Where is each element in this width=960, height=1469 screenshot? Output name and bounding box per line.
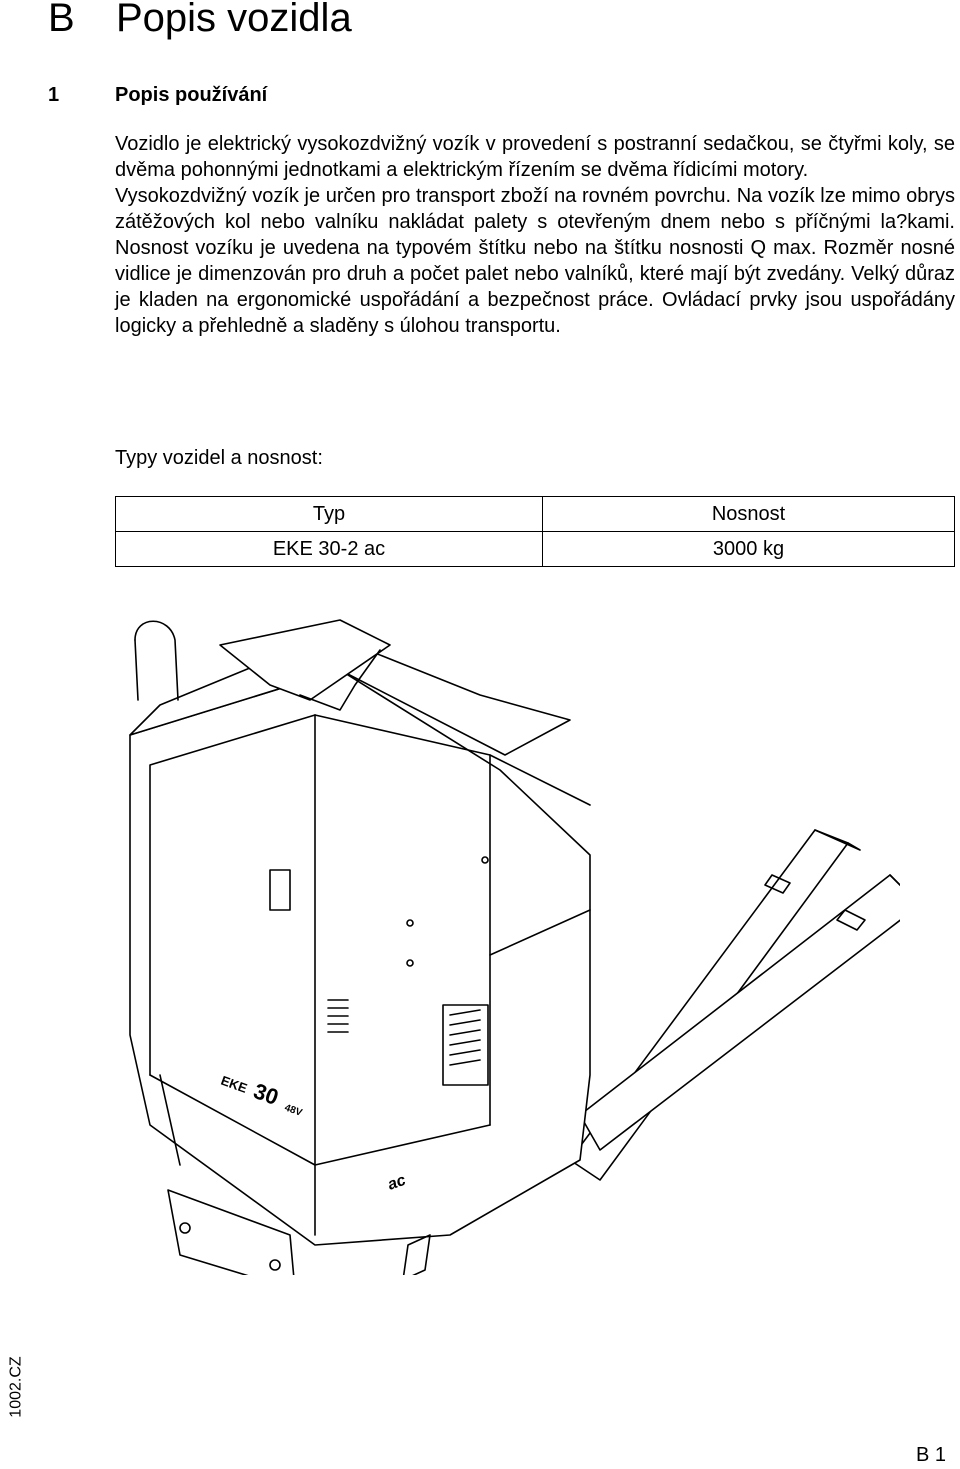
pallet-truck-illustration xyxy=(100,605,900,1275)
column-header-type: Typ xyxy=(116,497,543,532)
cell-capacity: 3000 kg xyxy=(543,532,955,567)
document-code: 1002.CZ xyxy=(7,1356,25,1418)
drive-label: ac xyxy=(385,1171,409,1194)
model-label: EKE xyxy=(218,1072,250,1096)
paragraph: Vozidlo je elektrický vysokozdvižný vozík v provedení s postranní sedačkou, se čtyřmi koly, se dvěma pohonnými jednotkami a elektrickým řízením se dvěma řídicími motory. xyxy=(115,133,955,181)
table-row xyxy=(116,532,955,567)
section-heading xyxy=(48,82,267,108)
chapter-heading xyxy=(48,0,352,44)
paragraph: Vysokozdvižný vozík je určen pro transport zboží na rovném povrchu. Na vozík lze mimo obrys zátěžových kol nebo valníku nakládat palety s otevřeným dnem nebo s příčnými la?kami. Nosnost vozíku je uvedena na typovém štítku nebo na štítku nosnosti Q max. Rozměr nosné vidlice je dimenzován pro druh a počet palet nebo valníků, které mají být zvedány. Velký důraz je kladen na ergonomické uspořádání a bezpečnost práce. Ovládací prvky jsou uspořádány logicky a přehledně a sladěny s úlohou transportu. xyxy=(115,185,955,337)
chapter-letter: B xyxy=(48,0,75,40)
section-number: 1 xyxy=(48,84,60,106)
truck-body xyxy=(130,620,590,1275)
page-number: B 1 xyxy=(915,1444,946,1466)
table-intro: Typy vozidel a nosnost: xyxy=(115,447,323,469)
table-header-row xyxy=(116,497,955,532)
model-number: 30 xyxy=(250,1078,282,1111)
cell-type: EKE 30-2 ac xyxy=(116,532,543,567)
column-header-capacity: Nosnost xyxy=(543,497,955,532)
description-text xyxy=(115,131,955,339)
chapter-title: Popis vozidla xyxy=(116,0,352,40)
vehicle-types-table xyxy=(115,496,955,567)
voltage-label: 48V xyxy=(282,1102,304,1119)
section-title: Popis používání xyxy=(115,84,268,106)
fork-front xyxy=(580,875,900,1150)
